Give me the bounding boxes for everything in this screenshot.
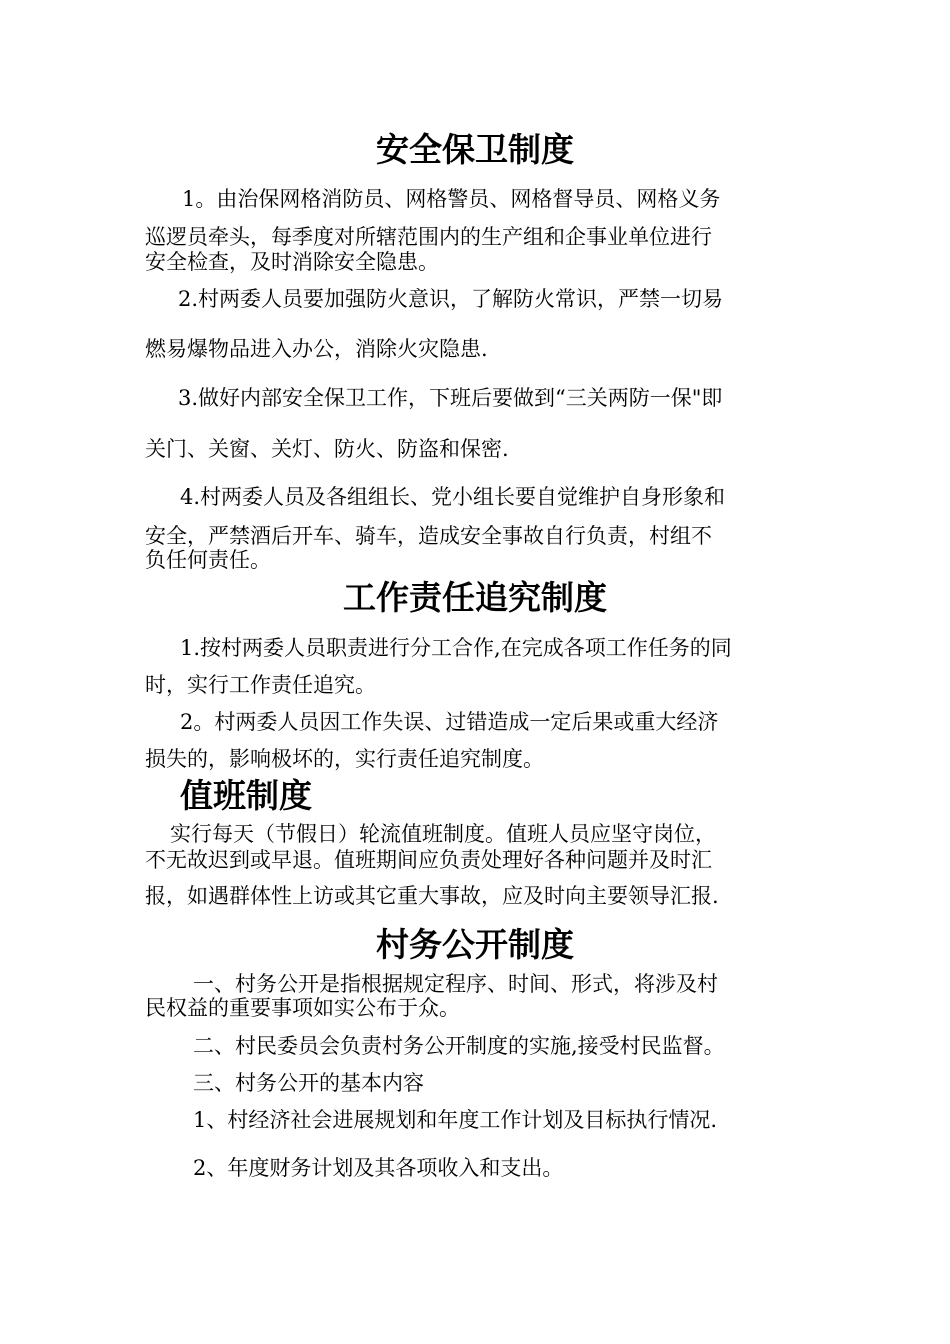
duty-para-1-line-1: 实行每天（节假日）轮流值班制度。值班人员应坚守岗位， [170,822,716,846]
section-title-openness: 村务公开制度 [376,925,574,964]
security-para-3-line-1: 3.做好内部安全保卫工作，下班后要做到“三关两防一保"即 [178,386,723,410]
section-title-accountability: 工作责任追究制度 [343,578,607,617]
security-para-4-line-3: 负任何责任。 [145,548,271,572]
security-para-2-line-2: 燃易爆物品进入办公，消除火灾隐患. [145,337,488,361]
openness-para-1-line-2: 民权益的重要事项如实公布于众。 [145,996,460,1020]
security-para-1-line-2: 巡逻员牵头，每季度对所辖范围内的生产组和企事业单位进行 [145,225,712,249]
openness-para-3: 三、村务公开的基本内容 [193,1071,424,1095]
openness-para-2: 二、村民委员会负责村务公开制度的实施,接受村民监督。 [193,1034,725,1058]
security-para-3-line-2: 关门、关窗、关灯、防火、防盗和保密. [145,437,509,461]
security-para-1-line-1: 1。由治保网格消防员、网格警员、网格督导员、网格义务 [182,187,721,211]
openness-para-1-line-1: 一、村务公开是指根据规定程序、时间、形式，将涉及村 [193,972,718,996]
openness-para-5: 2、年度财务计划及其各项收入和支出。 [193,1156,564,1180]
accountability-para-1-line-1: 1.按村两委人员职责进行分工合作,在完成各项工作任务的同 [180,636,732,660]
section-title-duty: 值班制度 [180,776,312,815]
duty-para-1-line-3: 报，如遇群体性上访或其它重大事故，应及时向主要领导汇报. [145,884,719,908]
security-para-1-line-3: 安全检查，及时消除安全隐患。 [145,250,439,274]
accountability-para-2-line-1: 2。村两委人员因工作失误、过错造成一定后果或重大经济 [180,710,719,734]
duty-para-1-line-2: 不无故迟到或早退。值班期间应负责处理好各种问题并及时汇 [145,848,712,872]
section-title-security: 安全保卫制度 [376,130,574,169]
accountability-para-1-line-2: 时，实行工作责任追究。 [145,673,376,697]
accountability-para-2-line-2: 损失的，影响极坏的，实行责任追究制度。 [145,747,544,771]
security-para-2-line-1: 2.村两委人员要加强防火意识，了解防火常识，严禁一切易 [178,287,724,311]
openness-para-4: 1、村经济社会进展规划和年度工作计划及目标执行情况. [193,1108,718,1132]
security-para-4-line-1: 4.村两委人员及各组组长、党小组长要自觉维护自身形象和 [180,485,726,509]
security-para-4-line-2: 安全，严禁酒后开车、骑车，造成安全事故自行负责，村组不 [145,524,712,548]
